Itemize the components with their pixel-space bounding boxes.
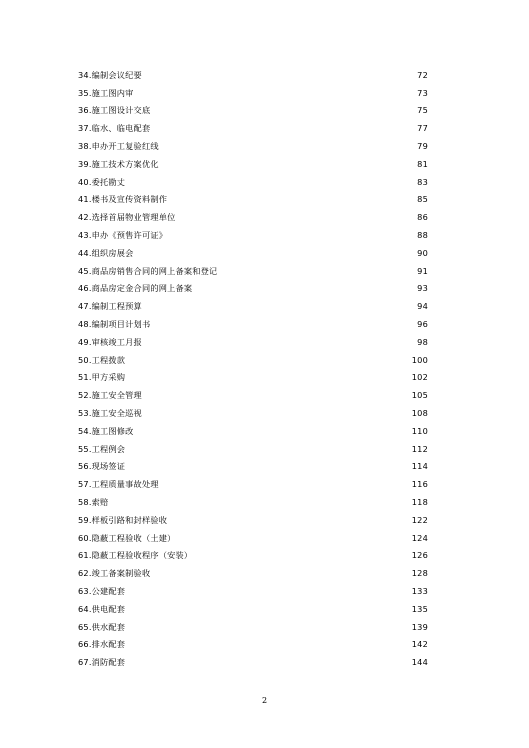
toc-entry (78, 244, 428, 262)
toc-entry-title: 48.编制项目计划书 (78, 318, 151, 329)
toc-entry (78, 226, 428, 244)
toc-entry (78, 600, 428, 618)
toc-entry (78, 493, 428, 511)
toc-entry-page: 88 (417, 229, 428, 240)
toc-entry (78, 404, 428, 422)
toc-entry (78, 102, 428, 120)
toc-entry-title: 45.商品房销售合同的网上备案和登记 (78, 265, 218, 276)
toc-entry-page: 85 (417, 194, 428, 205)
toc-entry (78, 315, 428, 333)
toc-entry-title: 39.施工技术方案优化 (78, 158, 159, 169)
toc-entry-page: 93 (417, 283, 428, 294)
toc-entry-title: 44.组织房展会 (78, 247, 134, 258)
toc-entry-page: 96 (417, 318, 428, 329)
toc-entry-title: 41.楼书及宣传资料制作 (78, 194, 168, 205)
toc-entry (78, 458, 428, 476)
toc-entry-page: 100 (411, 354, 428, 365)
toc-entry-page: 75 (417, 105, 428, 116)
toc-entry-page: 126 (411, 550, 428, 561)
toc-entry (78, 137, 428, 155)
toc-entry-title: 42.选择首届物业管理单位 (78, 212, 176, 223)
toc-entry (78, 511, 428, 529)
toc-entry-title: 51.甲方采购 (78, 372, 126, 383)
toc-entry-title: 54.施工图修改 (78, 425, 134, 436)
toc-entry-page: 118 (411, 496, 428, 507)
toc-entry-title: 65.供水配套 (78, 621, 126, 632)
toc-entry-title: 63.公建配套 (78, 585, 126, 596)
toc-entry-page: 83 (417, 176, 428, 187)
toc-entry-page: 94 (417, 301, 428, 312)
toc-entry-title: 35.施工图内审 (78, 87, 134, 98)
toc-entry-page: 110 (411, 425, 428, 436)
toc-entry-title: 50.工程拨款 (78, 354, 126, 365)
toc-entry (78, 155, 428, 173)
toc-entry-page: 81 (417, 158, 428, 169)
toc-entry-page: 139 (411, 621, 428, 632)
toc-entry-page: 73 (417, 87, 428, 98)
toc-entry (78, 84, 428, 102)
toc-entry (78, 653, 428, 671)
toc-entry-page: 114 (411, 461, 428, 472)
toc-entry-page: 98 (417, 336, 428, 347)
toc-entry-title: 49.审核竣工月报 (78, 336, 142, 347)
toc-entry-title: 57.工程质量事故处理 (78, 479, 159, 490)
toc-entry (78, 547, 428, 565)
toc-entry-page: 124 (411, 532, 428, 543)
toc-entry-title: 59.样板引路和封样验收 (78, 514, 168, 525)
toc-entry-title: 43.申办《预售许可证》 (78, 229, 168, 240)
toc-entry-title: 38.申办开工复验红线 (78, 140, 159, 151)
toc-entry-title: 53.施工安全巡视 (78, 407, 142, 418)
toc-entry-page: 72 (417, 69, 428, 80)
page-number: 2 (261, 696, 268, 705)
toc-entry-title: 36.施工图设计交底 (78, 105, 151, 116)
toc-entry (78, 262, 428, 280)
toc-entry-title: 46.商品房定金合同的网上备案 (78, 283, 193, 294)
toc-entry-page: 105 (411, 390, 428, 401)
toc-entry (78, 564, 428, 582)
toc-entry-title: 67.消防配套 (78, 657, 126, 668)
toc-entry-title: 47.编制工程预算 (78, 301, 142, 312)
toc-entry-title: 62.竣工备案制验收 (78, 568, 151, 579)
toc-entry-page: 77 (417, 123, 428, 134)
toc-entry (78, 297, 428, 315)
toc-entry-page: 135 (411, 603, 428, 614)
toc-entry (78, 66, 428, 84)
toc-entry (78, 173, 428, 191)
toc-entry-page: 79 (417, 140, 428, 151)
toc-entry (78, 119, 428, 137)
toc-entry (78, 440, 428, 458)
toc-entry-page: 133 (411, 585, 428, 596)
toc-entry-title: 34.编制会议纪要 (78, 69, 142, 80)
toc-entry-page: 108 (411, 407, 428, 418)
toc-entry (78, 422, 428, 440)
toc-entry-title: 60.隐蔽工程验收（土建） (78, 532, 176, 543)
toc-entry-title: 37.临水、临电配套 (78, 123, 151, 134)
toc-entry-page: 142 (411, 639, 428, 650)
toc-entry-title: 40.委托勘丈 (78, 176, 126, 187)
toc-entry (78, 191, 428, 209)
toc-entry-title: 64.供电配套 (78, 603, 126, 614)
toc-entry (78, 475, 428, 493)
toc-entry-page: 128 (411, 568, 428, 579)
toc-entry (78, 333, 428, 351)
toc-entry (78, 351, 428, 369)
toc-entry-page: 102 (411, 372, 428, 383)
toc-entry-page: 112 (411, 443, 428, 454)
toc-entry (78, 636, 428, 654)
toc-entry-title: 52.施工安全管理 (78, 390, 142, 401)
toc-entry (78, 582, 428, 600)
toc-entry (78, 386, 428, 404)
toc-entry-title: 55.工程例会 (78, 443, 126, 454)
toc-entry-page: 122 (411, 514, 428, 525)
toc-entry (78, 618, 428, 636)
toc-entry-title: 58.索赔 (78, 496, 109, 507)
toc-entry-page: 86 (417, 212, 428, 223)
toc-entry-page: 91 (417, 265, 428, 276)
toc-entry-title: 61.隐蔽工程验收程序（安装） (78, 550, 193, 561)
toc-entry-page: 90 (417, 247, 428, 258)
table-of-contents (78, 66, 428, 671)
toc-entry (78, 369, 428, 387)
toc-entry (78, 280, 428, 298)
toc-entry-title: 56.现场签证 (78, 461, 126, 472)
toc-entry-title: 66.排水配套 (78, 639, 126, 650)
toc-entry-page: 144 (411, 657, 428, 668)
toc-entry-page: 116 (411, 479, 428, 490)
toc-entry (78, 529, 428, 547)
toc-entry (78, 208, 428, 226)
